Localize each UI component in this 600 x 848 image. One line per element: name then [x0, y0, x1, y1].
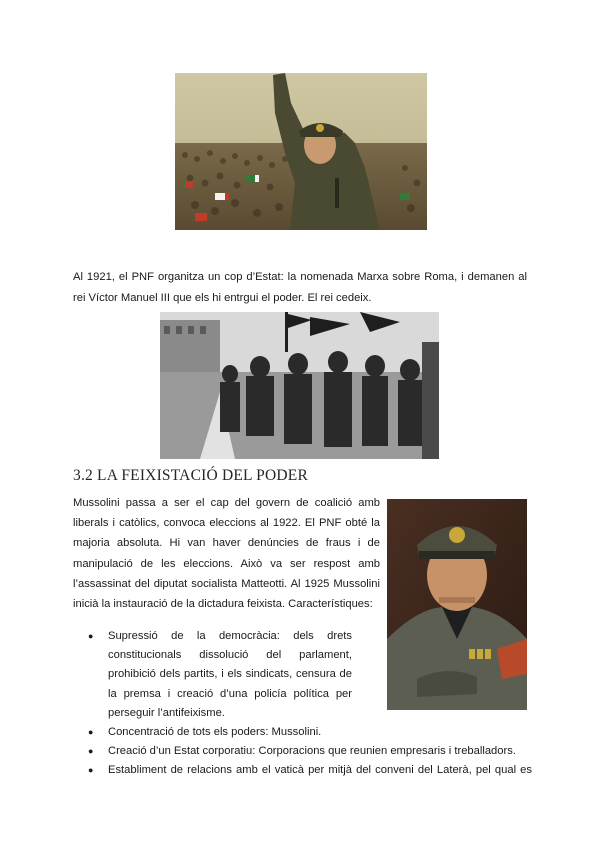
intro-paragraph [73, 267, 527, 308]
bullet-text-1: Supressió de la democràcia: dels drets constitucionals dissolució del parlament, prohibició dels partits, i els sindicats, censura de la premsa i creació d’una policía política per perseguir l’antifeixisme. [108, 630, 352, 719]
section-heading: 3.2 LA FEIXISTACIÓ DEL PODER [73, 467, 308, 484]
bullet-text-3: Creació d’un Estat corporatiu: Corporacions que reunien empresaris i treballadors. [108, 745, 516, 758]
list-item [88, 723, 532, 742]
section-paragraph [73, 493, 380, 614]
mussolini-salute-photo [175, 73, 427, 230]
characteristics-list [88, 627, 532, 781]
bullet-text-2: Concentració de tots els poders: Mussolini. [108, 726, 322, 739]
list-item [88, 742, 532, 761]
list-item [88, 761, 532, 780]
bullet-text-4: Establiment de relacions amb el vaticà per mitjà del conveni del Laterà, pel qual es [108, 764, 532, 777]
march-on-rome-photo [160, 312, 439, 459]
list-item [88, 627, 352, 723]
section-paragraph-text: Mussolini passa a ser el cap del govern de coalició amb liberals i catòlics, convoca eleccions al 1922. El PNF obté la majoria absoluta. Hi van haver denúncies de fraus i de manipulació de les eleccions. Això va ser respost amb l’assassinat del diputat socialista Matteotti. Al 1925 Mussolini inicià la instauració de la dictadura feixista. Característiques: [73, 497, 380, 611]
intro-paragraph-text: Al 1921, el PNF organitza un cop d’Estat: la nomenada Marxa sobre Roma, i demanen al rei Víctor Manuel III que els hi entrgui el poder. El rei cedeix. [73, 271, 527, 304]
